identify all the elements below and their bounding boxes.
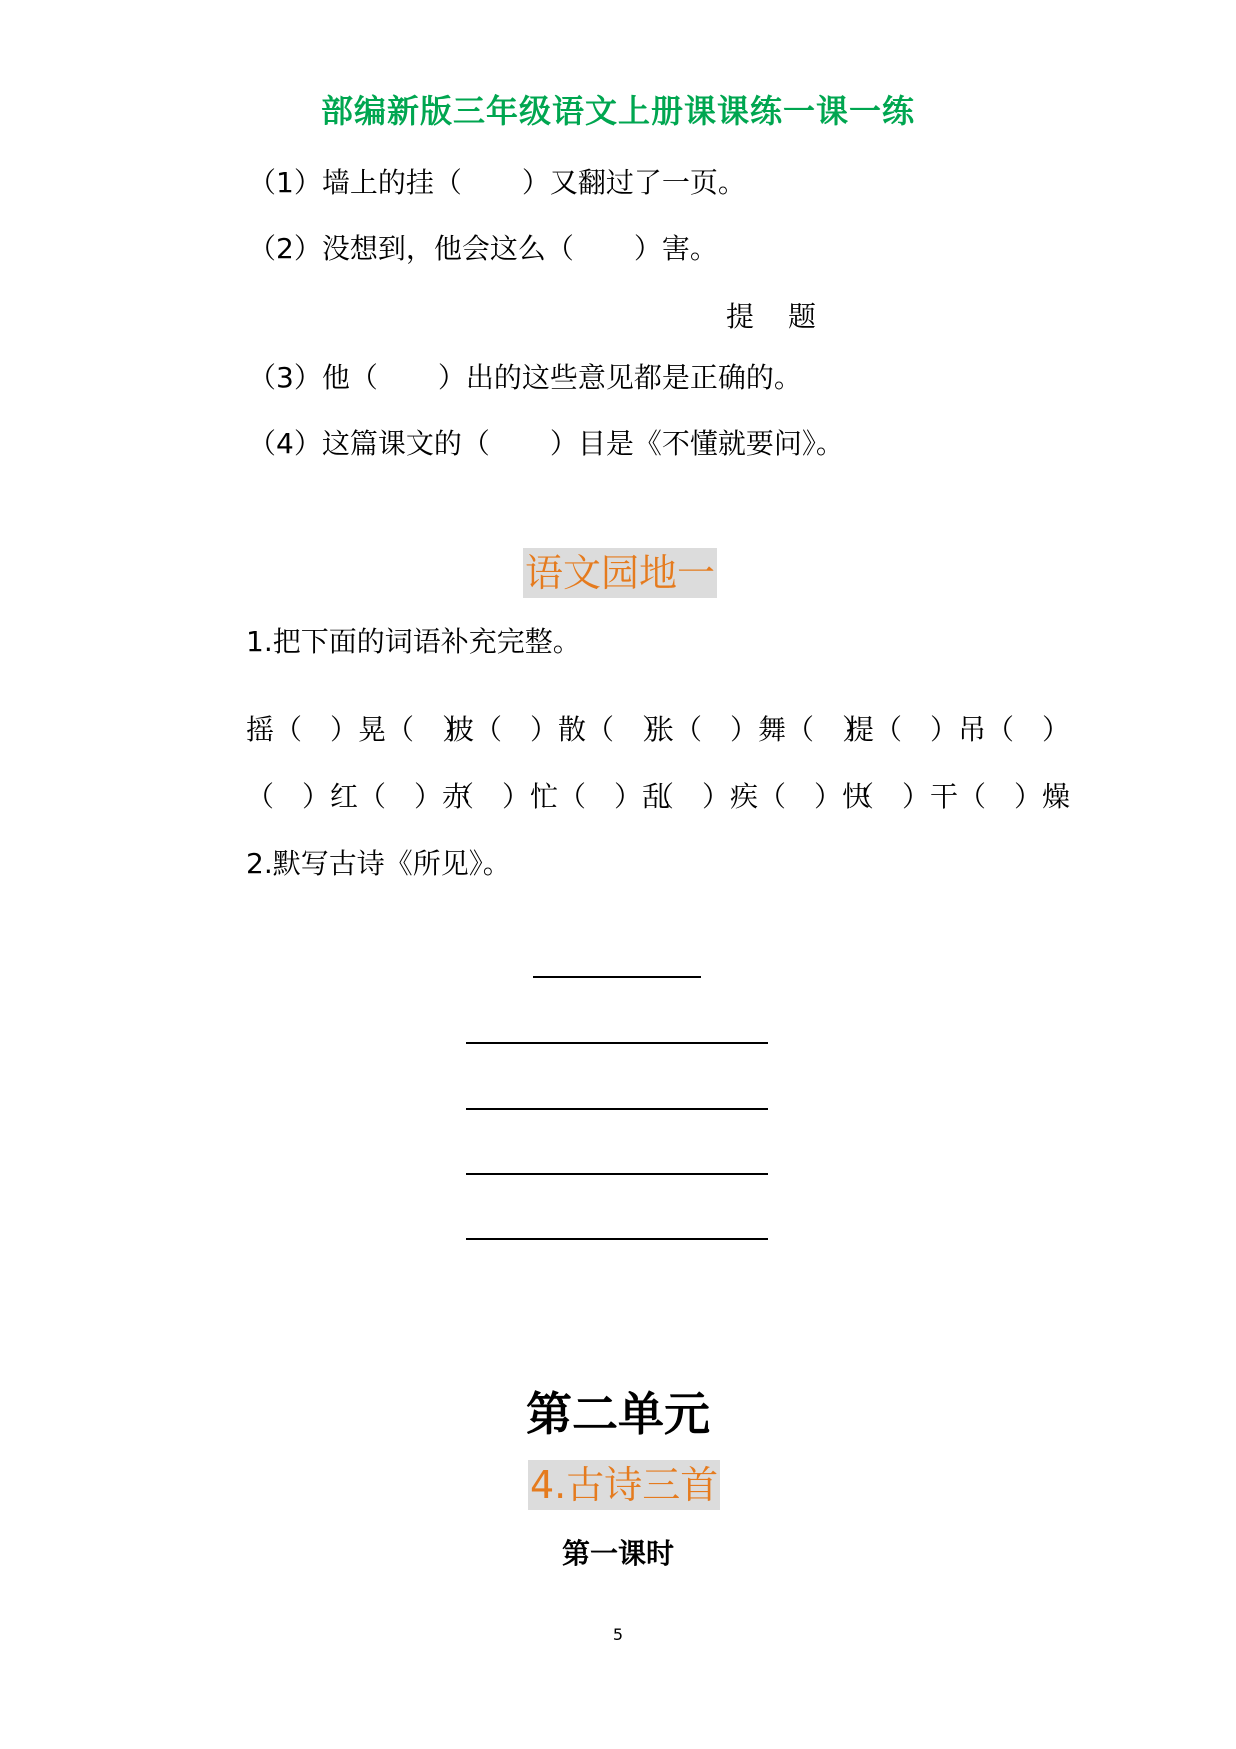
word-fill-item[interactable]: 张（ ）舞（ ） [646, 713, 871, 746]
line-text-before: （3）他（ [248, 361, 378, 394]
word-fill-item[interactable]: 摇（ ）晃（ ） [246, 713, 471, 746]
line-text-after: ）又翻过了一页。 [521, 166, 746, 199]
section-title: 语文园地一 [523, 548, 717, 598]
line-text-after: ）目是《不懂就要问》。 [549, 427, 844, 460]
word-fill-row-2 [246, 777, 1071, 817]
word-fill-item[interactable]: （ ）忙（ ）乱 [446, 780, 671, 813]
document-header-title: 部编新版三年级语文上册课课练一课一练 [320, 92, 915, 130]
line-text-before: （4）这篇课文的（ [248, 427, 490, 460]
word-fill-item[interactable]: （ ）干（ ）燥 [846, 780, 1071, 813]
page-number: 5 [612, 1625, 624, 1644]
poem-writing-line[interactable] [466, 1042, 768, 1044]
word-fill-item[interactable]: （ ）红（ ）赤 [246, 780, 471, 813]
poem-title-line[interactable] [533, 976, 701, 978]
word-fill-item[interactable]: 提（ ）吊（ ） [846, 713, 1071, 746]
exercise-line-3 [248, 358, 802, 398]
word-fill-item[interactable]: 披（ ）散（ ） [446, 713, 671, 746]
line-text-after: ）害。 [633, 232, 718, 265]
line-text-after: ）出的这些意见都是正确的。 [437, 361, 802, 394]
lesson-title: 4.古诗三首 [528, 1460, 720, 1510]
poem-writing-line[interactable] [466, 1173, 768, 1175]
question-2-prompt: 2.默写古诗《所见》。 [246, 847, 511, 880]
line-text-before: （2）没想到，他会这么（ [248, 232, 574, 265]
word-fill-item[interactable]: （ ）疾（ ）快 [646, 780, 871, 813]
poem-writing-line[interactable] [466, 1238, 768, 1240]
word-fill-row-1 [246, 710, 1071, 750]
poem-writing-line[interactable] [466, 1108, 768, 1110]
question-1-prompt: 1.把下面的词语补充完整。 [246, 625, 581, 658]
hint-characters [726, 295, 850, 335]
hint-char: 题 [788, 300, 817, 333]
line-text-before: （1）墙上的挂（ [248, 166, 462, 199]
exercise-line-2 [248, 229, 718, 269]
exercise-line-4 [248, 424, 844, 464]
period-title: 第一课时 [561, 1537, 674, 1570]
exercise-line-1 [248, 163, 746, 203]
hint-char: 提 [726, 300, 755, 333]
unit-title: 第二单元 [526, 1387, 710, 1441]
